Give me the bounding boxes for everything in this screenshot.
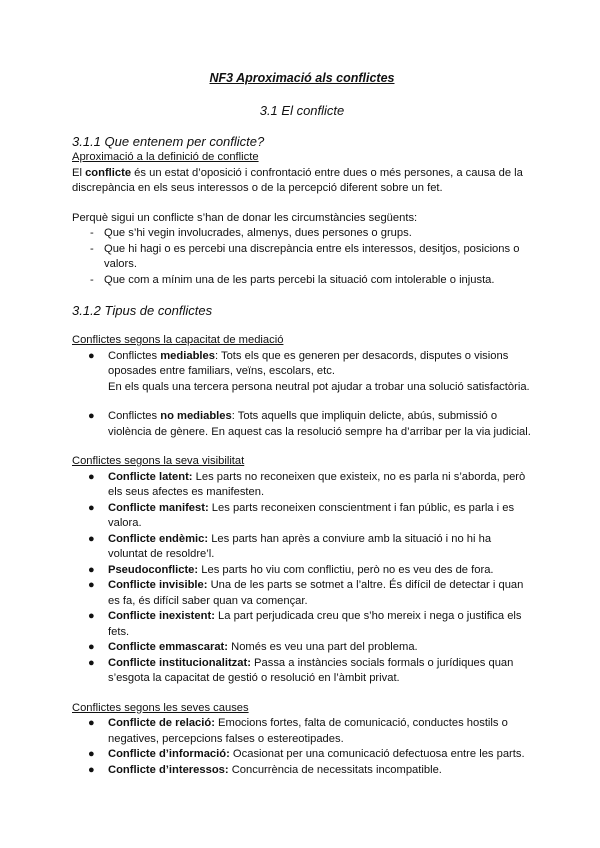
- visibility-heading: Conflictes segons la seva visibilitat: [72, 455, 245, 467]
- bullet-icon: ●: [88, 717, 95, 729]
- conditions-intro: Perquè sigui un conflicte s’han de donar les circumstàncies següents:: [72, 211, 418, 224]
- causes-heading: Conflictes segons les seves causes: [72, 701, 249, 714]
- list-item: ● Conflicte de relació: Emocions fortes, falta de comunicació, conductes hostils o negatives, percepcions falses o estereotipades.: [88, 717, 508, 745]
- bullet-icon: ●: [88, 579, 95, 591]
- list-item: ● Conflicte d’interessos: Concurrència de necessitats incompatible.: [72, 763, 532, 779]
- list-item: ● Pseudoconflicte: Les parts ho viu com conflictiu, però no es veu des de fora.: [72, 563, 532, 579]
- mediation-list: [72, 349, 532, 441]
- document-page: [72, 70, 532, 778]
- bullet-icon: ●: [88, 410, 95, 422]
- bullet-icon: ●: [88, 563, 95, 576]
- bullet-icon: ●: [88, 349, 95, 362]
- bullet-icon: ●: [88, 656, 95, 669]
- section-title: 3.1 El conflicte: [259, 103, 345, 118]
- subsection-title-3-1-2: 3.1.2 Tipus de conflictes: [72, 303, 213, 318]
- definition-subheading: Aproximació a la definició de conflicte: [72, 151, 259, 163]
- list-item: - Que com a mínim una de les parts percebi la situació com intolerable o injusta.: [72, 273, 532, 289]
- bullet-icon: ●: [88, 532, 95, 545]
- list-item: ● Conflicte latent: Les parts no reconeixen que existeix, no es parla ni s’aborda, però els seus afectes es manifesten.: [88, 470, 526, 498]
- list-item: ● Conflictes mediables: Tots els que es generen per desacords, disputes o visions oposades entre familiars, veïns, escolars, etc. En els quals una tercera persona neutral pot ajudar a trobar una solució satisfactòria.: [88, 349, 530, 393]
- list-item: - Que s’hi vegin involucrades, almenys, dues persones o grups.: [72, 226, 532, 242]
- list-item: ● Conflicte manifest: Les parts reconeixen conscientment i fan públic, es parla i es valora.: [88, 501, 515, 529]
- list-item: ● Conflictes no mediables: Tots aquells que impliquin delicte, abús, submissió o violència de gènere. En aquest cas la resolució sempre ha d’arribar per la via judicial.: [88, 410, 531, 438]
- list-item: ● Conflicte d’informació: Ocasionat per una comunicació defectuosa entre les parts.: [72, 747, 532, 763]
- bullet-icon: ●: [88, 610, 95, 622]
- list-item: ● Conflicte inexistent: La part perjudicada creu que s’ho mereix i nega o justifica els fets.: [88, 610, 522, 638]
- list-item: ● Conflicte endèmic: Les parts han après a conviure amb la situació i no hi ha voluntat de resoldre’l.: [88, 532, 492, 560]
- bullet-icon: ●: [88, 641, 95, 653]
- bullet-icon: ●: [88, 748, 95, 760]
- list-item: ● Conflicte emmascarat: Només es veu una part del problema.: [72, 640, 532, 656]
- mediation-heading: Conflictes segons la capacitat de mediació: [72, 334, 284, 346]
- definition-paragraph: [72, 166, 532, 197]
- list-item: - Que hi hagi o es percebi una discrepància entre els interessos, desitjos, posicions o valors.: [72, 242, 532, 273]
- bullet-icon: ●: [88, 501, 95, 514]
- visibility-list: [72, 470, 532, 687]
- causes-list: [72, 716, 532, 778]
- subsection-title-3-1-1: 3.1.1 Que entenem per conflicte?: [72, 134, 265, 149]
- mediation-extra-line: En els quals una tercera persona neutral pot ajudar a trobar una solució satisfactòria.: [108, 380, 530, 393]
- list-item: ● Conflicte institucionalitzat: Passa a instàncies socials formals o jurídiques quan s’esgota la capacitat de gestió o resolució en l’àmbit privat.: [88, 656, 514, 684]
- definition-text-post: és un estat d’oposició i confrontació entre dues o més persones, a causa de la discrepància en els seus interessos o de la percepció diferent sobre un fet.: [72, 166, 523, 194]
- definition-bold-term: conflicte: [85, 166, 132, 179]
- bullet-icon: ●: [88, 763, 95, 776]
- conditions-list: [72, 226, 532, 288]
- definition-text-pre: El: [72, 166, 86, 179]
- list-item: ● Conflicte invisible: Una de les parts se sotmet a l’altre. És difícil de detectar i quan es fa, és difícil saber quan va començar.: [88, 579, 524, 607]
- document-title: NF3 Aproximació als conflictes: [209, 71, 395, 85]
- bullet-icon: ●: [88, 470, 95, 483]
